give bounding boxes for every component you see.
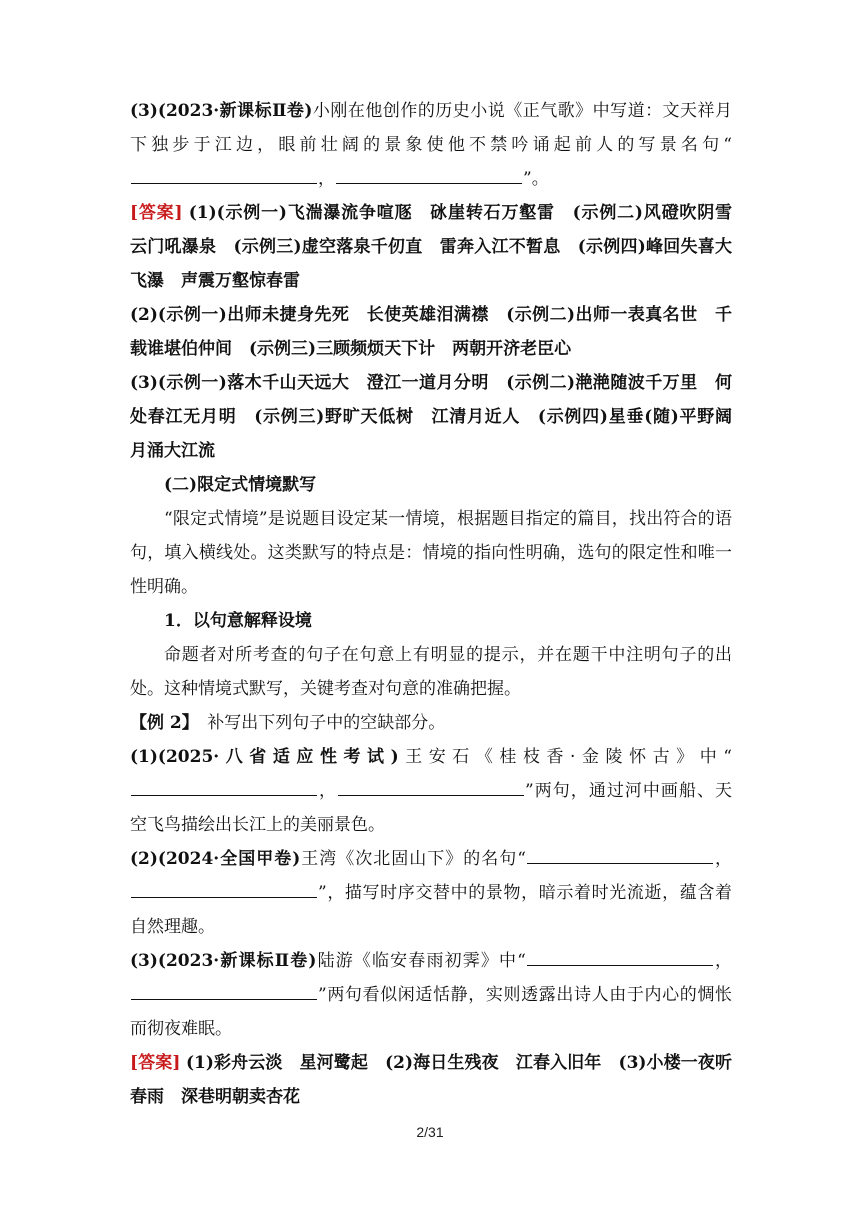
answer-tag: [答案] bbox=[130, 1053, 181, 1073]
question-end: ”，描写时序交替中的景物，暗示着时光流逝，蕴含着自然理趣。 bbox=[130, 883, 732, 937]
answer-blank[interactable] bbox=[338, 775, 524, 796]
answer-line-2: (2)(示例一)出师未捷身先死 长使英雄泪满襟 (示例二)出师一表真名世 千载谁堪伯仲间 (示例三)三顾频烦天下计 两朝开济老臣心 bbox=[130, 305, 732, 359]
answer-line-1: (1)(示例一)飞湍瀑流争喧豗 砯崖转石万壑雷 (示例二)风磴吹阴雪 云门吼瀑泉 (示例三)虚空落泉千仞直 雷奔入江不暂息 (示例四)峰回失喜大飞瀑 声震万壑惊春雷 bbox=[130, 203, 750, 291]
sub-heading: 1．以句意解释设境 bbox=[164, 611, 312, 631]
example-instruction: 补写出下列句子中的空缺部分。 bbox=[190, 713, 446, 733]
question-source: (1)(2025·八省适应性考试) bbox=[130, 747, 399, 767]
answer-blank[interactable] bbox=[131, 979, 317, 1000]
question-source: (3)(2023·新课标Ⅱ卷) bbox=[130, 101, 313, 121]
answer-blank[interactable] bbox=[527, 945, 713, 966]
answer-blank[interactable] bbox=[527, 843, 713, 864]
question-source: (2)(2024·全国甲卷) bbox=[130, 849, 301, 869]
question-text: 小刚在他创作的历史小说《正气歌》中写道：文天祥月下独步于江边，眼前壮阔的景象使他不禁吟诵起前人的写景名句“ bbox=[130, 101, 733, 155]
question-source: (3)(2023·新课标Ⅱ卷) bbox=[130, 951, 317, 971]
answer-blank[interactable] bbox=[336, 163, 522, 184]
question-text: 王湾《次北固山下》的名句“ bbox=[300, 849, 526, 869]
separator: ， bbox=[318, 781, 338, 801]
question-text: 王安石《桂枝香·金陵怀古》中“ bbox=[398, 747, 732, 767]
answer-blank[interactable] bbox=[131, 163, 317, 184]
sub-text: 命题者对所考查的句子在句意上有明显的提示，并在题干中注明句子的出处。这种情境式默写，关键考查对句意的准确把握。 bbox=[130, 645, 732, 699]
section-intro: “限定式情境”是说题目设定某一情境，根据题目指定的篇目，找出符合的语句，填入横线处。这类默写的特点是：情境的指向性明确，选句的限定性和唯一性明确。 bbox=[130, 509, 732, 597]
answer-text: (1)彩舟云淡 星河鹭起 (2)海日生残夜 江春入旧年 (3)小楼一夜听春雨 深巷明朝卖杏花 bbox=[130, 1053, 733, 1107]
answer-block-2 bbox=[130, 1046, 732, 1114]
separator: ， bbox=[318, 169, 335, 189]
example-2-header bbox=[130, 706, 732, 740]
question-3-top bbox=[130, 94, 732, 196]
page-number: 2/31 bbox=[416, 1124, 444, 1140]
example-2-question-2 bbox=[130, 842, 732, 944]
answer-blank[interactable] bbox=[131, 877, 317, 898]
answer-line-3: (3)(示例一)落木千山天远大 澄江一道月分明 (示例二)滟滟随波千万里 何处春江无月明 (示例三)野旷天低树 江清月近人 (示例四)星垂(随)平野阔 月涌大江流 bbox=[130, 373, 749, 461]
question-end: ”两句，通过河中画船、天空飞鸟描绘出长江上的美丽景色。 bbox=[130, 781, 732, 835]
answer-block-1 bbox=[130, 196, 750, 298]
answer-blank[interactable] bbox=[131, 775, 317, 796]
example-2-question-3 bbox=[130, 944, 732, 1046]
question-text: 陆游《临安春雨初霁》中“ bbox=[316, 951, 526, 971]
separator: ， bbox=[713, 849, 732, 869]
page-content bbox=[130, 94, 750, 1114]
example-2-question-1 bbox=[130, 740, 732, 842]
question-end: ”两句看似闲适恬静，实则透露出诗人由于内心的惆怅而彻夜难眠。 bbox=[130, 985, 732, 1039]
answer-tag: [答案] bbox=[130, 203, 183, 223]
example-label: 【例 2】 bbox=[130, 713, 191, 733]
separator: ， bbox=[713, 951, 733, 971]
question-end: ”。 bbox=[523, 169, 549, 189]
section-heading: (二)限定式情境默写 bbox=[164, 475, 317, 495]
